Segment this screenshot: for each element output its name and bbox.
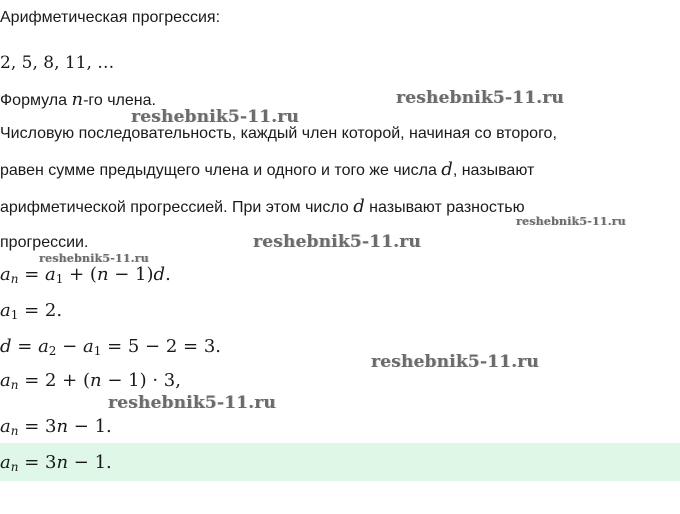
watermark: reshebnik5-11.ru [371,352,539,372]
definition-line-3 [0,197,525,218]
equation-difference: $d = a_2 - a_1 = 5 - 2 = 3$. [0,336,221,358]
definition-line-4: прогрессии. [0,234,89,251]
equation-simplified: $a_n = 3n - 1$. [0,416,112,438]
watermark: reshebnik5-11.ru [516,215,626,228]
formula-heading-var: n [71,89,84,110]
formula-heading-before: Формула [0,92,72,109]
definition-line-3-before: арифметической прогрессией. При этом число [0,199,354,216]
definition-line-2 [0,160,534,181]
equation-substitution: $a_n = 2 + (n - 1) \cdot 3$, [0,370,181,392]
watermark: reshebnik5-11.ru [108,393,276,413]
definition-line-3-var: d [353,196,365,217]
equation-general-formula: $a_n = a_1 + (n - 1)d$. [0,264,171,286]
definition-line-2-after: , называют [452,162,535,179]
page-title: Арифметическая прогрессия: [0,9,221,26]
watermark: reshebnik5-11.ru [39,252,149,265]
watermark: reshebnik5-11.ru [253,232,421,252]
definition-line-3-after: называют разностью [364,199,525,216]
watermark: reshebnik5-11.ru [396,88,564,108]
definition-line-1: Числовую последовательность, каждый член которой, начиная со второго, [0,125,557,142]
equation-first-term: $a_1 = 2$. [0,300,63,322]
definition-line-2-var: d [441,159,453,180]
formula-heading-after: -го члена. [83,92,156,109]
definition-line-2-before: равен сумме предыдущего члена и одного и того же числа [0,162,442,179]
sequence: 2, 5, 8, 11, … [0,53,115,73]
answer-formula: $a_n = 3n - 1$. [0,452,112,474]
watermark: reshebnik5-11.ru [131,107,299,127]
